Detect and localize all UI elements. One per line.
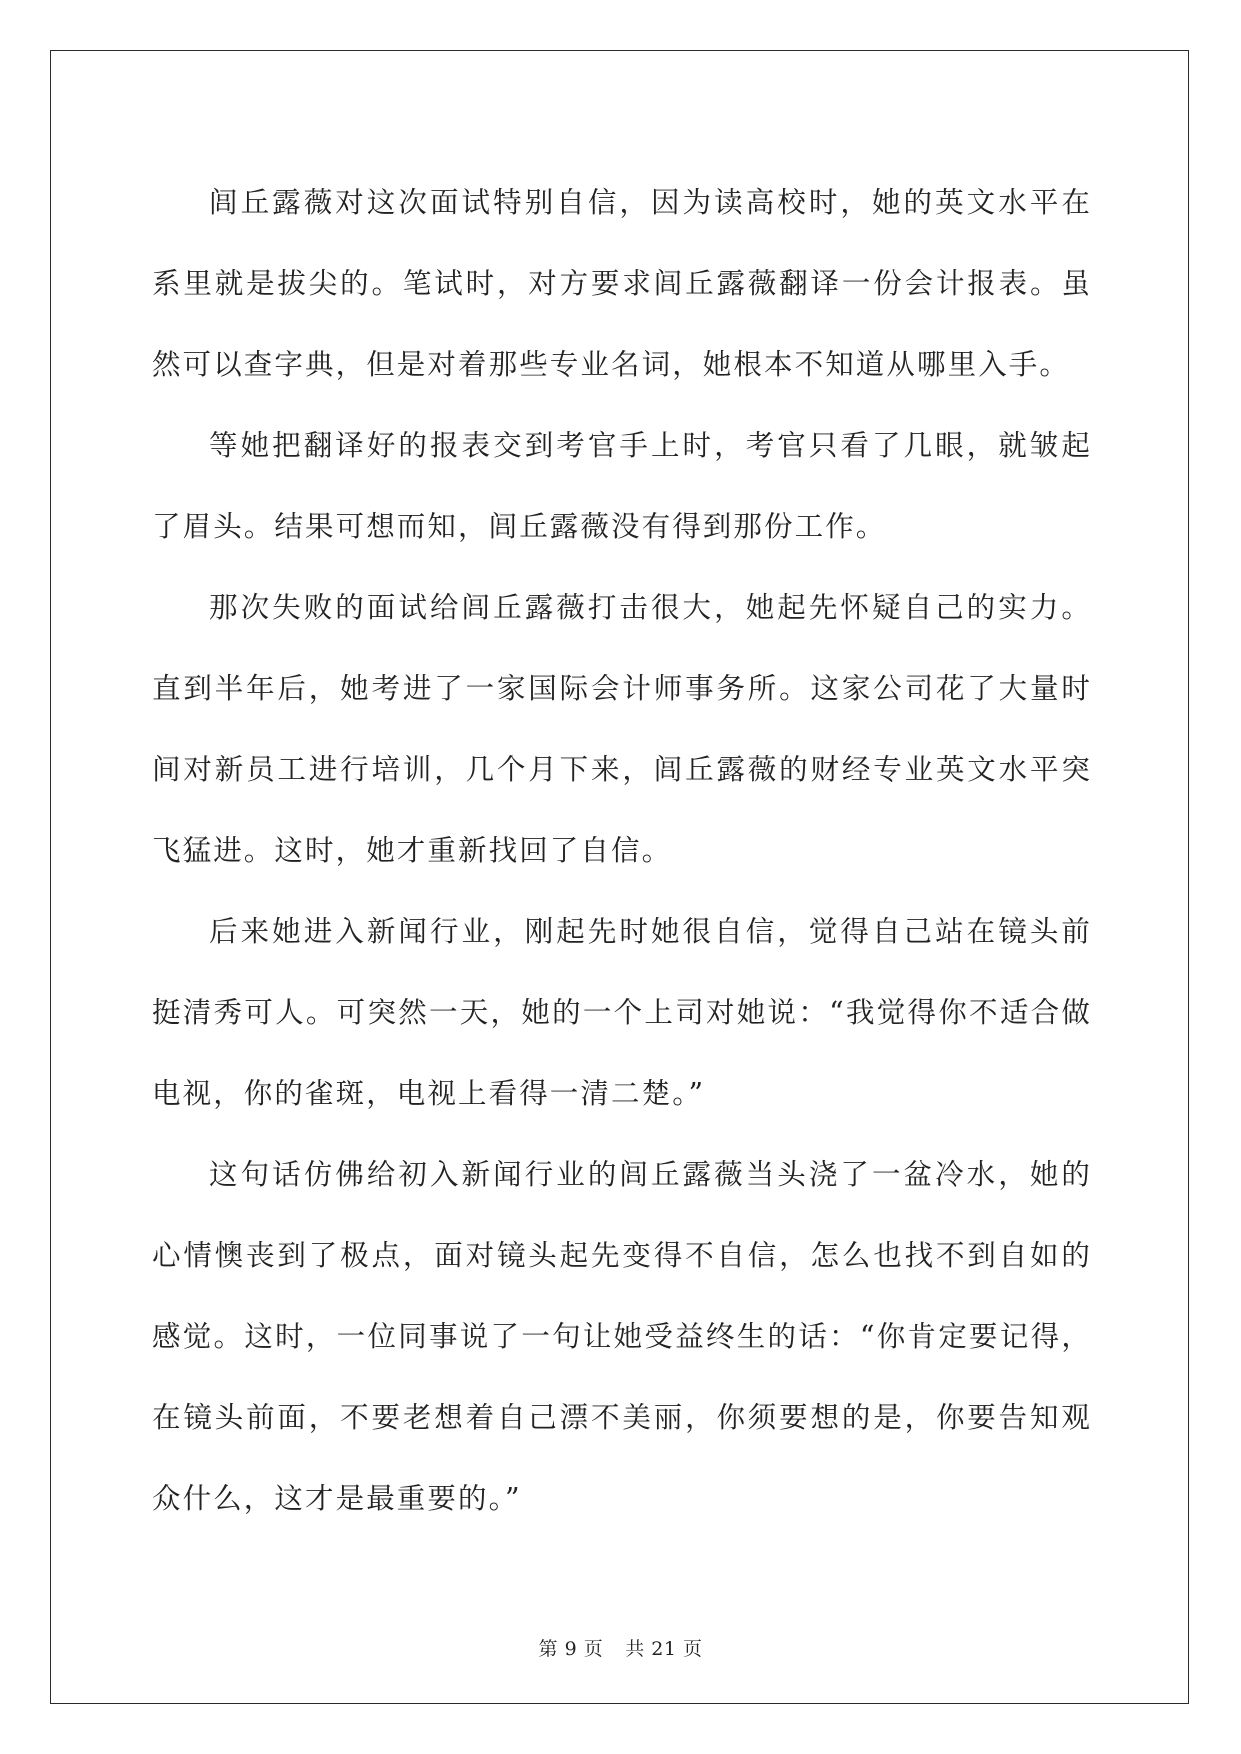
paragraph: 闾丘露薇对这次面试特别自信，因为读高校时，她的英文水平在系里就是拔尖的。笔试时，对方要求闾丘露薇翻译一份会计报表。虽然可以查字典，但是对着那些专业名词，她根本不知道从哪里入手。 (152, 186, 1092, 381)
paragraph: 等她把翻译好的报表交到考官手上时，考官只看了几眼，就皱起了眉头。结果可想而知，闾丘露薇没有得到那份工作。 (152, 429, 1092, 543)
page-total: 共 21 页 (625, 1638, 703, 1660)
paragraph: 那次失败的面试给闾丘露薇打击很大，她起先怀疑自己的实力。直到半年后，她考进了一家国际会计师事务所。这家公司花了大量时间对新员工进行培训，几个月下来，闾丘露薇的财经专业英文水平突飞猛进。这时，她才重新找回了自信。 (152, 591, 1092, 867)
page-number: 第 9 页 (538, 1638, 604, 1660)
paragraph: 后来她进入新闻行业，刚起先时她很自信，觉得自己站在镜头前挺清秀可人。可突然一天，她的一个上司对她说：“我觉得你不适合做电视，你的雀斑，电视上看得一清二楚。” (152, 915, 1092, 1110)
page-footer (0, 1634, 1241, 1661)
paragraph: 这句话仿佛给初入新闻行业的闾丘露薇当头浇了一盆冷水，她的心情懊丧到了极点，面对镜头起先变得不自信，怎么也找不到自如的感觉。这时，一位同事说了一句让她受益终生的话：“你肯定要记得，在镜头前面，不要老想着自己漂不美丽，你须要想的是，你要告知观众什么，这才是最重要的。” (152, 1158, 1092, 1515)
document-body (152, 162, 1092, 1539)
